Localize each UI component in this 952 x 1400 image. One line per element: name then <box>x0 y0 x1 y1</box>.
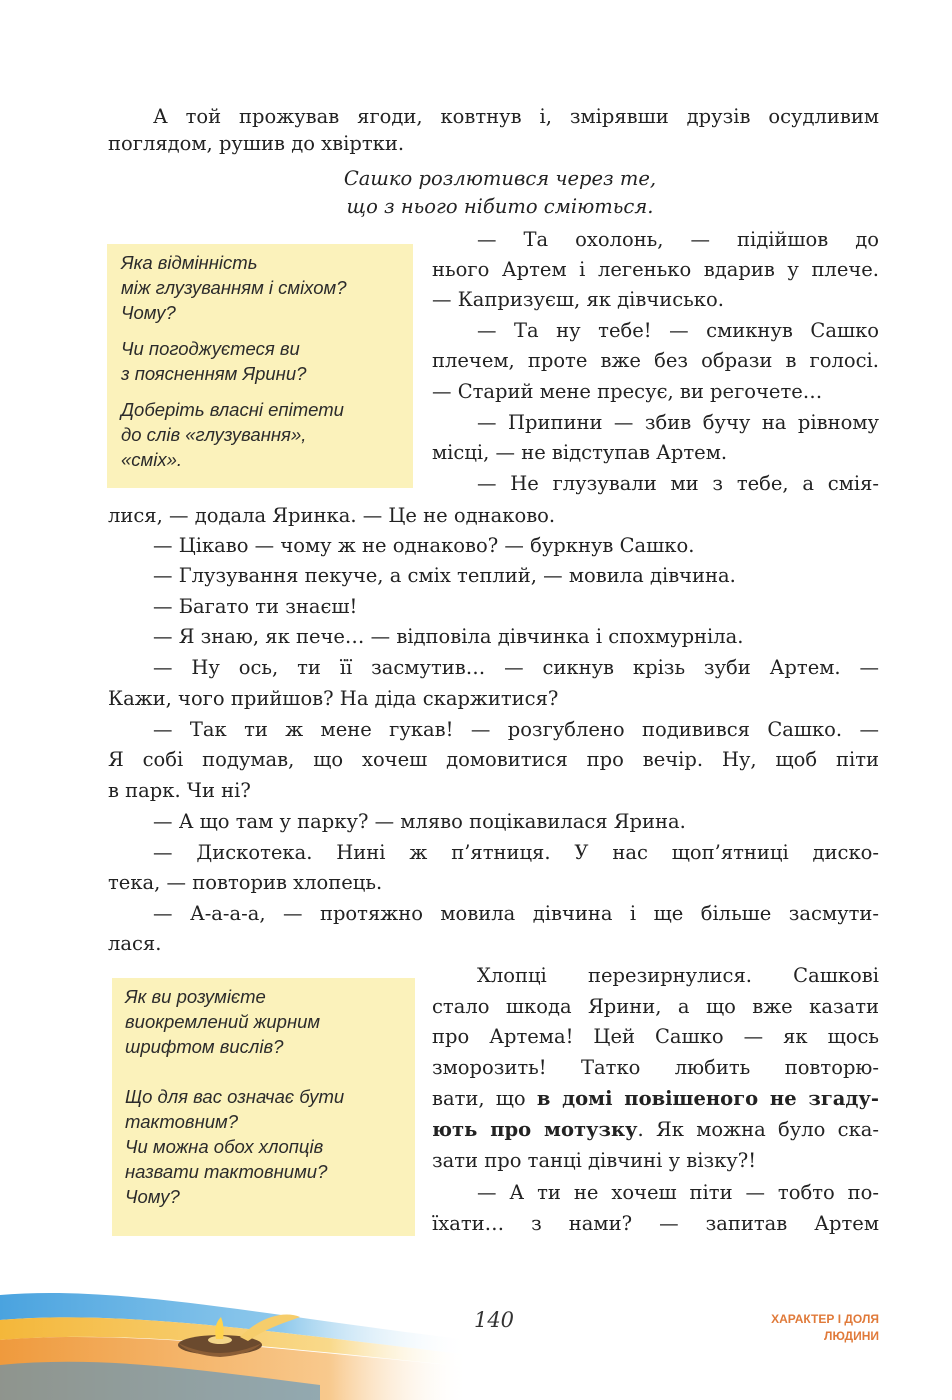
text-segment: . Як можна було ска- <box>637 1118 879 1141</box>
question-line: Що для вас означає бути <box>125 1086 345 1107</box>
paragraph-line: лася. <box>108 932 162 955</box>
paragraph-line: — Ну ось, ти її засмутив… — сикнув крізь зуби Артем. — <box>153 656 879 679</box>
paragraph-line: місці, — не відступав Артем. <box>432 441 728 464</box>
running-title-line: ХАРАКТЕР І ДОЛЯ <box>771 1312 879 1326</box>
question-line: назвати тактовними? <box>125 1161 328 1182</box>
epigraph-line: Сашко розлютився через те, <box>343 167 657 190</box>
paragraph-line: — А що там у парку? — мляво поцікавилася Ярина. <box>153 810 686 833</box>
question-line: Яка відмінність <box>121 252 258 273</box>
paragraph-line: — Глузування пекуче, а сміх теплий, — мовила дівчина. <box>153 564 736 587</box>
question-line: з поясненням Ярини? <box>121 363 307 384</box>
text-segment: вати, що <box>432 1087 537 1110</box>
question-line: тактовним? <box>125 1111 239 1132</box>
paragraph-line: — Я знаю, як пече… — відповіла дівчинка і спохмурніла. <box>153 625 744 648</box>
paragraph-line: А той прожував ягоди, ковтнув і, змірявши друзів осудливим <box>153 105 879 128</box>
paragraph-line: тека, — повторив хлопець. <box>108 871 383 894</box>
question-line: виокремлений жирним <box>125 1011 321 1032</box>
question-line: Як ви розумієте <box>125 986 266 1007</box>
bold-phrase: ють про мотузку <box>432 1118 638 1141</box>
question-sidebar <box>107 244 413 488</box>
paragraph-line: лися, — додала Яринка. — Це не однаково. <box>108 504 556 527</box>
bold-phrase: в домі повішеного не згаду- <box>536 1087 879 1110</box>
paragraph-line: — Так ти ж мене гукав! — розгублено подивився Сашко. — <box>153 718 879 741</box>
question-line: «сміх». <box>121 449 183 470</box>
paragraph-line: стало шкода Ярини, а що вже казати <box>432 995 879 1018</box>
question-line: до слів «глузування», <box>121 424 307 445</box>
question-sidebar <box>112 978 415 1236</box>
paragraph-line: зати про танці дівчині у візку?! <box>432 1149 757 1172</box>
page-number: 140 <box>473 1308 515 1332</box>
paragraph-line: — Та охолонь, — підійшов до <box>477 228 879 251</box>
paragraph-line: — Багато ти знаєш! <box>153 595 358 618</box>
paragraph-line: про Артема! Цей Сашко — як щось <box>432 1025 879 1048</box>
paragraph-line: зморозить! Татко любить повторю- <box>432 1056 879 1079</box>
running-title <box>771 1311 879 1345</box>
paragraph-line: їхати… з нами? — запитав Артем <box>432 1212 879 1235</box>
question-line: шрифтом вислів? <box>125 1036 284 1057</box>
paragraph-line: в парк. Чи ні? <box>108 779 251 802</box>
paragraph-line: — А-а-а-а, — протяжно мовила дівчина і ще більше засмути- <box>153 902 879 925</box>
epigraph-line: що з нього нібито сміються. <box>346 195 654 218</box>
paragraph-line: Хлопці перезирнулися. Сашкові <box>477 964 879 987</box>
paragraph-line <box>432 1115 879 1145</box>
question-line: Чому? <box>121 302 176 323</box>
paragraph-line: — Припини — збив бучу на рівному <box>477 411 879 434</box>
running-title-line: ЛЮДИНИ <box>824 1329 879 1343</box>
question-line: між глузуванням і сміхом? <box>121 277 347 298</box>
paragraph-line <box>432 1084 879 1114</box>
paragraph-line: — Та ну тебе! — смикнув Сашко <box>477 319 879 342</box>
paragraph-line: — А ти не хочеш піти — тобто по- <box>477 1181 879 1204</box>
paragraph-line: Кажи, чого прийшов? На діда скаржитися? <box>108 687 559 710</box>
paragraph-line: — Дискотека. Нині ж п’ятниця. У нас щоп’ятниці диско- <box>153 841 879 864</box>
paragraph-line: — Не глузували ми з тебе, а смія- <box>477 472 879 495</box>
paragraph-line: — Старий мене пресує, ви регочете… <box>432 380 823 403</box>
paragraph-line: нього Артем і легенько вдарив у плече. <box>432 258 879 281</box>
lamp-decoration <box>0 1285 480 1400</box>
question-line: Чи погоджуєтеся ви <box>121 338 300 359</box>
paragraph-line: плечем, проте вже без образи в голосі. <box>432 349 879 372</box>
question-line: Чому? <box>125 1186 180 1207</box>
paragraph-line: — Цікаво — чому ж не однаково? — буркнув Сашко. <box>153 534 695 557</box>
question-line: Чи можна обох хлопців <box>125 1136 324 1157</box>
question-line: Доберіть власні епітети <box>121 399 344 420</box>
paragraph-line: поглядом, рушив до хвіртки. <box>108 132 405 155</box>
paragraph-line: — Капризуєш, як дівчисько. <box>432 288 724 311</box>
paragraph-line: Я собі подумав, що хочеш домовитися про вечір. Ну, щоб піти <box>108 748 879 771</box>
